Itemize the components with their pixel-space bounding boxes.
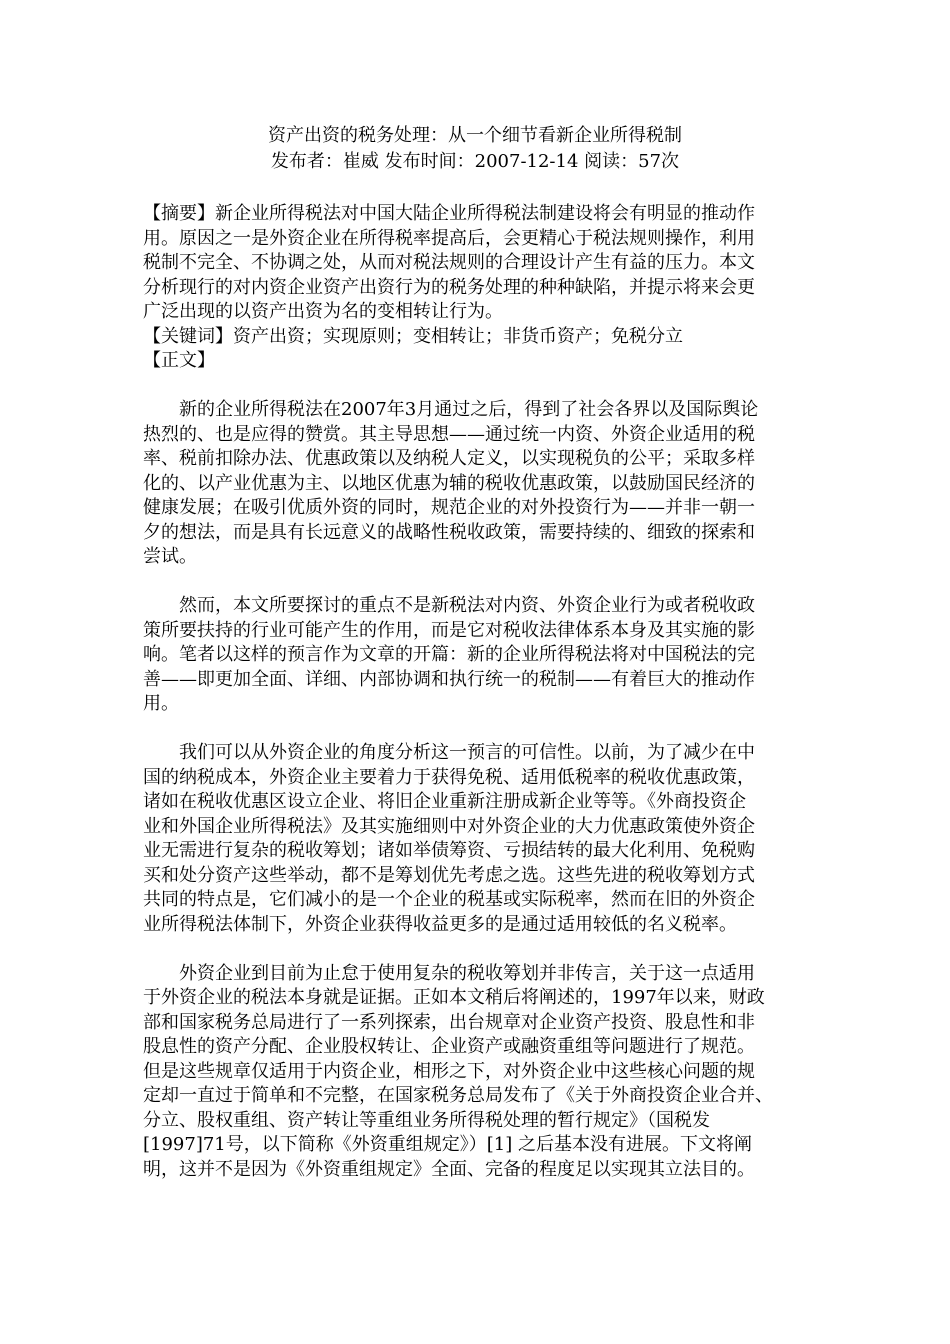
paragraph-line: 率、税前扣除办法、优惠政策以及纳税人定义，以实现税负的公平；采取多样: [143, 448, 755, 469]
abstract-line: 分析现行的对内资企业资产出资行为的税务处理的种种缺陷，并提示将来会更: [143, 276, 755, 298]
paragraph-line: 策所要扶持的行业可能产生的作用，而是它对税收法律体系本身及其实施的影: [143, 619, 755, 641]
spacer: [143, 570, 808, 595]
paragraph-line: 化的、以产业优惠为主、以地区优惠为辅的税收优惠政策，以鼓励国民经济的: [143, 472, 755, 494]
article-content: [143, 202, 808, 1182]
paragraph-line: 但是这些规章仅适用于内资企业，相形之下，对外资企业中这些核心问题的规: [143, 1060, 755, 1082]
paragraph-line: 然而，本文所要探讨的重点不是新税法对内资、外资企业行为或者税收政: [143, 595, 755, 616]
body-label: 【正文】: [143, 350, 215, 371]
paragraph-2: [143, 594, 808, 717]
spacer: [143, 374, 808, 399]
paragraph-line: 于外资企业的税法本身就是证据。正如本文稍后将阐述的，1997年以来，财政: [143, 987, 765, 1008]
paragraph-line: 明，这并不是因为《外资重组规定》全面、完备的程度足以实现其立法目的。: [143, 1158, 755, 1180]
article-meta: 发布者：崔威 发布时间：2007-12-14 阅读：57次: [270, 151, 680, 172]
paragraph-line: 尝试。: [143, 546, 197, 567]
abstract: [143, 202, 808, 325]
paragraph-line: 健康发展；在吸引优质外资的同时，规范企业的对外投资行为——并非一朝一: [143, 497, 755, 518]
paragraph-4: [143, 962, 808, 1183]
spacer: [143, 717, 808, 742]
article-title: 资产出资的税务处理：从一个细节看新企业所得税制: [268, 125, 682, 146]
paragraph-line: 定却一直过于简单和不完整，在国家税务总局发布了《关于外商投资企业合并、: [143, 1085, 773, 1106]
paragraph-line: 夕的想法，而是具有长远意义的战略性税收政策，需要持续的、细致的探索和: [143, 521, 755, 543]
title-block: [0, 123, 950, 175]
abstract-line: 【摘要】新企业所得税法对中国大陆企业所得税法制建设将会有明显的推动作: [143, 203, 755, 224]
paragraph-line: 热烈的、也是应得的赞赏。其主导思想——通过统一内资、外资企业适用的税: [143, 423, 755, 445]
paragraph-line: 业无需进行复杂的税收筹划；诸如举债筹资、亏损结转的最大化利用、免税购: [143, 840, 755, 861]
paragraph-line: 共同的特点是，它们减小的是一个企业的税基或实际税率，然而在旧的外资企: [143, 889, 755, 910]
paragraph-3: [143, 741, 808, 937]
paragraph-line: 新的企业所得税法在2007年3月通过之后，得到了社会各界以及国际舆论: [143, 399, 759, 420]
spacer: [143, 937, 808, 962]
paragraph-line: 股息性的资产分配、企业股权转让、企业资产或融资重组等问题进行了规范。: [143, 1036, 755, 1057]
keywords: 【关键词】资产出资；实现原则；变相转让；非货币资产；免税分立: [143, 325, 683, 347]
paragraph-line: 业和外国企业所得税法》及其实施细则中对外资企业的大力优惠政策使外资企: [143, 815, 755, 837]
paragraph-line: 善——即更加全面、详细、内部协调和执行统一的税制——有着巨大的推动作: [143, 668, 755, 690]
paragraph-line: 诸如在税收优惠区设立企业、将旧企业重新注册成新企业等等。《外商投资企: [143, 791, 746, 812]
paragraph-line: 外资企业到目前为止怠于使用复杂的税收筹划并非传言，关于这一点适用: [143, 962, 755, 984]
abstract-line: 广泛出现的以资产出资为名的变相转让行为。: [143, 301, 503, 322]
paragraph-line: [1997]71号，以下简称《外资重组规定》）[1] 之后基本没有进展。下文将阐: [143, 1134, 752, 1155]
paragraph-line: 部和国家税务总局进行了一系列探索，出台规章对企业资产投资、股息性和非: [143, 1011, 755, 1033]
paragraph-1: [143, 398, 808, 570]
paragraph-line: 用。: [143, 693, 179, 714]
abstract-line: 税制不完全、不协调之处，从而对税法规则的合理设计产生有益的压力。本文: [143, 252, 755, 273]
paragraph-line: 国的纳税成本，外资企业主要着力于获得免税、适用低税率的税收优惠政策，: [143, 766, 755, 788]
paragraph-line: 业所得税法体制下，外资企业获得收益更多的是通过适用较低的名义税率。: [143, 913, 737, 935]
paragraph-line: 我们可以从外资企业的角度分析这一预言的可信性。以前，为了减少在中: [143, 742, 755, 763]
paragraph-line: 买和处分资产这些举动，都不是筹划优先考虑之选。这些先进的税收筹划方式: [143, 864, 755, 886]
paragraph-line: 响。笔者以这样的预言作为文章的开篇：新的企业所得税法将对中国税法的完: [143, 644, 755, 665]
paragraph-line: 分立、股权重组、资产转让等重组业务所得税处理的暂行规定》（国税发: [143, 1109, 710, 1131]
abstract-line: 用。原因之一是外资企业在所得税率提高后，会更精心于税法规则操作，利用: [143, 227, 755, 249]
